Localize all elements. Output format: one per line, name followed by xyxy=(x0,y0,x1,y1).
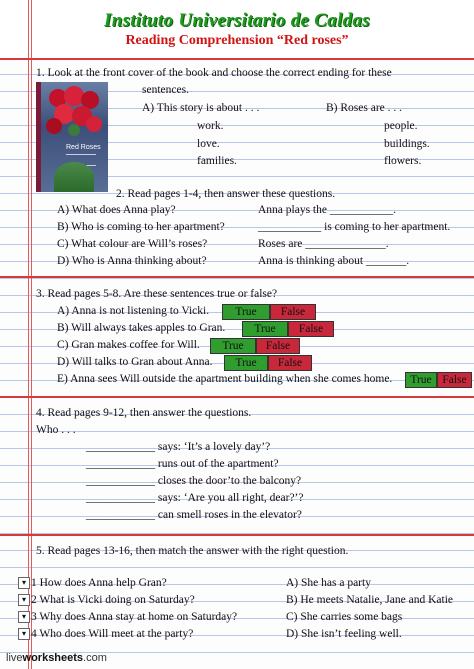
match-answer-a: A) She has a party xyxy=(286,577,371,589)
roses-icon xyxy=(44,86,102,136)
option-a-families: families. xyxy=(197,155,237,167)
match-question-3: 3 Why does Anna stay at home on Saturday? xyxy=(31,611,238,623)
tf-statement-c: C) Gran makes coffee for Will. xyxy=(57,339,200,351)
true-button-a[interactable]: True xyxy=(222,304,270,320)
cover-title: Red Roses xyxy=(66,144,101,151)
false-button-b[interactable]: False xyxy=(288,321,334,337)
q4-item-3[interactable]: ____________ closes the door’to the balcony? xyxy=(86,475,302,487)
section-divider xyxy=(0,276,474,278)
q4-item-1[interactable]: ____________ says: ‘It’s a lovely day’? xyxy=(86,441,271,453)
q2-c-answer[interactable]: Roses are ______________. xyxy=(258,238,389,250)
match-answer-d: D) She isn’t feeling well. xyxy=(286,628,402,640)
false-button-d[interactable]: False xyxy=(268,355,312,371)
section-divider xyxy=(0,534,474,536)
q4-item-5[interactable]: ____________ can smell roses in the elevator? xyxy=(86,509,302,521)
q2-d-answer[interactable]: Anna is thinking about _______. xyxy=(258,255,410,267)
q4-item-4[interactable]: ____________ says: ‘Are you all right, dear?’? xyxy=(86,492,304,504)
liveworksheets-logo: liveworksheets.com xyxy=(6,652,107,664)
tf-statement-e: E) Anna sees Will outside the apartment building when she comes home. xyxy=(57,373,393,385)
q4-item-2[interactable]: ____________ runs out of the apartment? xyxy=(86,458,279,470)
match-question-2: 2 What is Vicki doing on Saturday? xyxy=(31,594,195,606)
part-b-heading: B) Roses are . . . xyxy=(326,102,403,114)
question-2: 2. Read pages 1-4, then answer these questions. xyxy=(116,188,336,200)
section-divider xyxy=(0,396,474,398)
option-a-work: work. xyxy=(197,120,224,132)
margin-line-inner xyxy=(31,0,32,669)
q2-b: B) Who is coming to her apartment? xyxy=(57,221,225,233)
q2-c: C) What colour are Will’s roses? xyxy=(57,238,208,250)
match-dropdown-2[interactable]: ▾ xyxy=(18,594,30,606)
question-3: 3. Read pages 5-8. Are these sentences true or false? xyxy=(36,288,278,300)
part-a-heading: A) This story is about . . . xyxy=(142,102,260,114)
option-b-people: people. xyxy=(384,120,418,132)
question-4: 4. Read pages 9-12, then answer the questions. xyxy=(36,407,252,419)
tf-statement-a: A) Anna is not listening to Vicki. xyxy=(57,305,210,317)
question-1: 1. Look at the front cover of the book and choose the correct ending for these xyxy=(36,67,392,79)
false-button-e[interactable]: False xyxy=(437,372,472,388)
match-question-1: 1 How does Anna help Gran? xyxy=(31,577,167,589)
option-b-flowers: flowers. xyxy=(384,155,422,167)
section-divider xyxy=(0,58,474,60)
false-button-a[interactable]: False xyxy=(270,304,316,320)
match-dropdown-3[interactable]: ▾ xyxy=(18,611,30,623)
tf-statement-d: D) Will talks to Gran about Anna. xyxy=(57,356,213,368)
true-button-d[interactable]: True xyxy=(224,355,268,371)
question-5: 5. Read pages 13-16, then match the answer with the right question. xyxy=(36,545,349,557)
match-dropdown-4[interactable]: ▾ xyxy=(18,628,30,640)
margin-line xyxy=(28,0,29,669)
match-answer-c: C) She carries some bags xyxy=(286,611,403,623)
match-dropdown-1[interactable]: ▾ xyxy=(18,577,30,589)
q2-a-answer[interactable]: Anna plays the ___________. xyxy=(258,204,396,216)
true-button-c[interactable]: True xyxy=(210,338,256,354)
question-1-cont: sentences. xyxy=(142,84,189,96)
tf-statement-b: B) Will always takes apples to Gran. xyxy=(57,322,226,334)
q2-d: D) Who is Anna thinking about? xyxy=(57,255,207,267)
true-button-b[interactable]: True xyxy=(242,321,288,337)
option-a-love: love. xyxy=(197,138,220,150)
q2-a: A) What does Anna play? xyxy=(57,204,176,216)
who-label: Who . . . xyxy=(36,424,76,436)
worksheet-subtitle: Reading Comprehension “Red roses” xyxy=(125,33,349,48)
match-question-4: 4 Who does Will meet at the party? xyxy=(31,628,194,640)
q2-b-answer[interactable]: ___________ is coming to her apartment. xyxy=(258,221,451,233)
institute-title: Instituto Universitario de Caldas xyxy=(104,10,370,31)
option-b-buildings: buildings. xyxy=(384,138,430,150)
true-button-e[interactable]: True xyxy=(405,372,437,388)
match-answer-b: B) He meets Natalie, Jane and Katie xyxy=(286,594,454,606)
false-button-c[interactable]: False xyxy=(256,338,300,354)
book-cover-image xyxy=(36,82,108,192)
